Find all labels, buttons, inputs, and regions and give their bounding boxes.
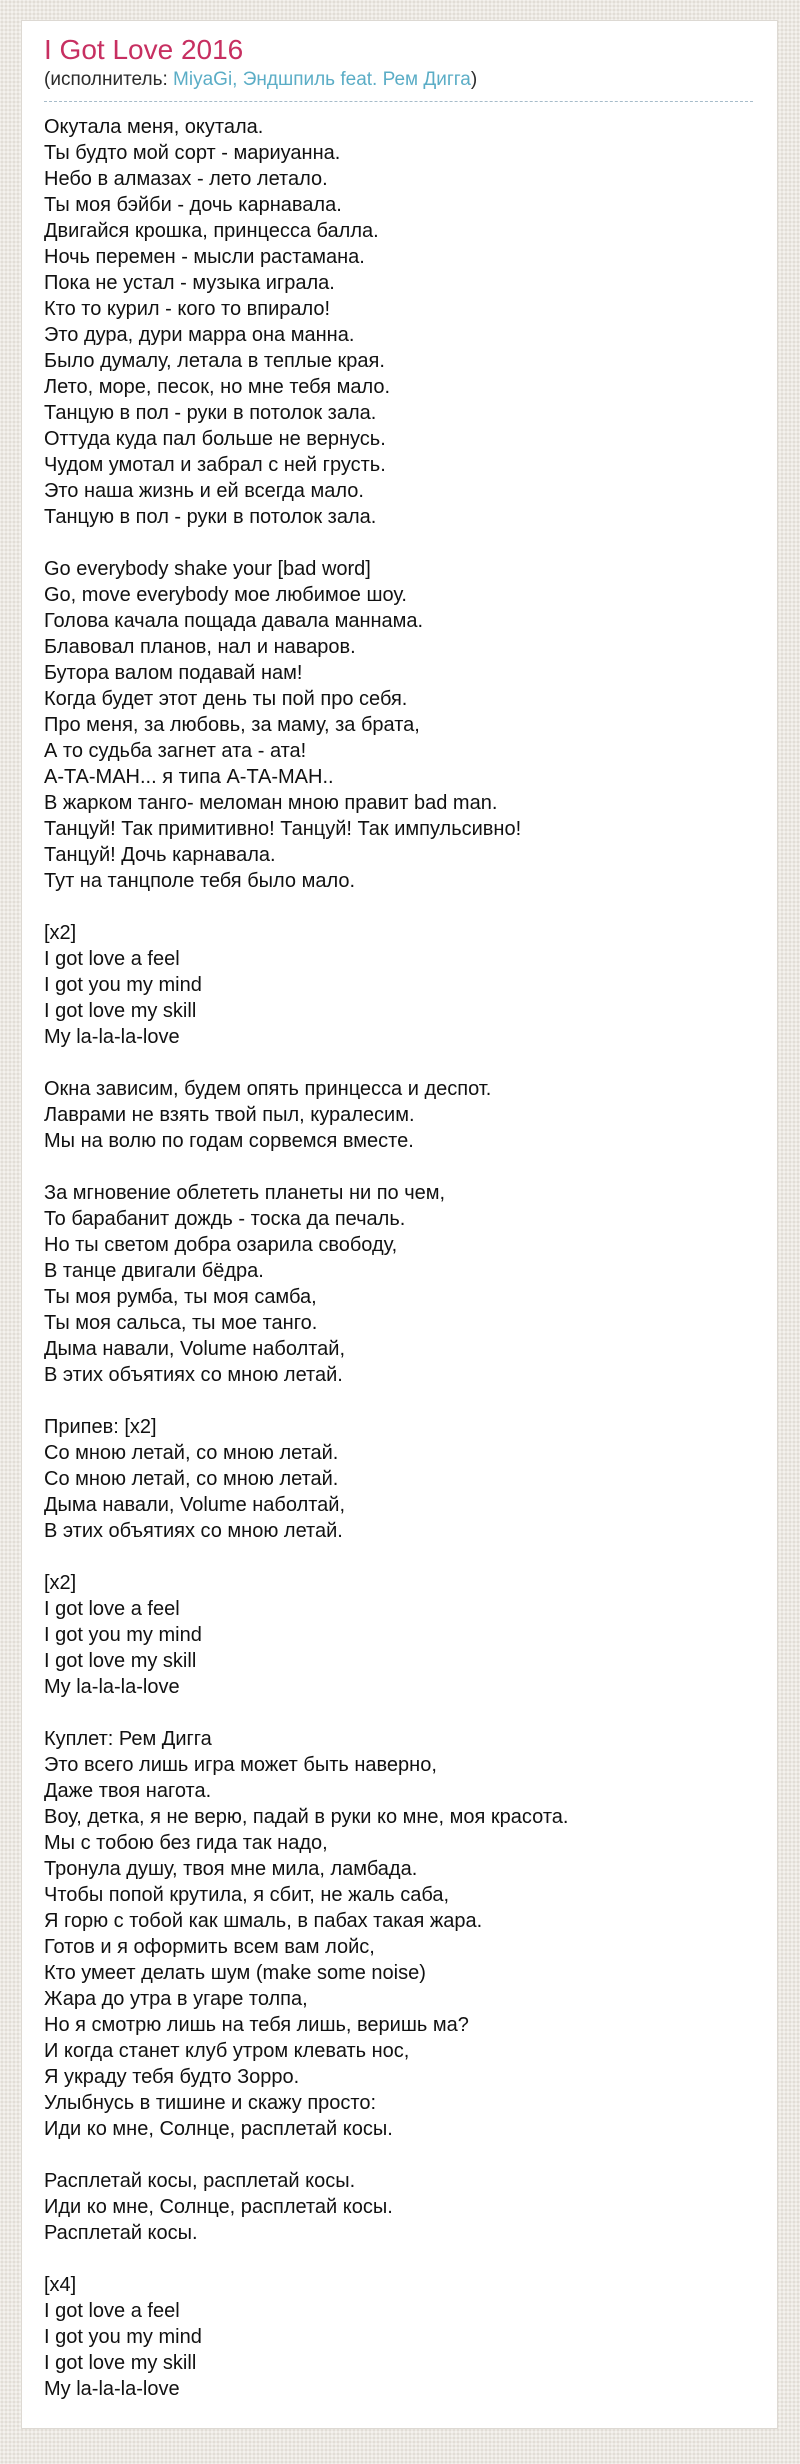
lyric-line: Танцуй! Дочь карнавала. <box>44 844 276 866</box>
lyric-line: I got love a feel <box>44 948 180 970</box>
lyric-line: I got love my skill <box>44 2352 197 2374</box>
lyric-line: Окна зависим, будем опять принцесса и деспот. <box>44 1078 492 1100</box>
lyric-line: А-ТА-МАН... я типа А-ТА-МАН.. <box>44 766 334 788</box>
stanza <box>44 556 753 894</box>
lyric-line: В этих объятиях со мною летай. <box>44 1520 343 1542</box>
lyric-line: Кто то курил - кого то впирало! <box>44 298 331 320</box>
lyric-line: Я горю с тобой как шмаль, в пабах такая жара. <box>44 1910 483 1932</box>
lyric-line: Куплет: Рем Дигга <box>44 1728 212 1750</box>
lyric-line: Танцую в пол - руки в потолок зала. <box>44 402 377 424</box>
lyric-line: I got love my skill <box>44 1650 197 1672</box>
lyrics-card <box>21 20 778 2429</box>
lyric-line: Иди ко мне, Солнце, расплетай косы. <box>44 2118 393 2140</box>
lyric-line: Оттуда куда пал больше не вернусь. <box>44 428 386 450</box>
lyric-line: Про меня, за любовь, за маму, за брата, <box>44 714 420 736</box>
lyric-line: Когда будет этот день ты пой про себя. <box>44 688 408 710</box>
lyric-line: Бутора валом подавай нам! <box>44 662 303 684</box>
lyric-line: Готов и я оформить всем вам лойс, <box>44 1936 375 1958</box>
lyric-line: [x2] <box>44 922 77 944</box>
lyric-line: Ночь перемен - мысли растамана. <box>44 246 365 268</box>
stanza <box>44 1570 753 1700</box>
lyric-line: Окутала меня, окутала. <box>44 116 264 138</box>
lyric-line: Кто умеет делать шум (make some noise) <box>44 1962 426 1984</box>
lyric-line: I got you my mind <box>44 2326 202 2348</box>
lyric-line: Тронула душу, твоя мне мила, ламбада. <box>44 1858 418 1880</box>
lyric-line: Расплетай косы, расплетай косы. <box>44 2170 356 2192</box>
lyric-line: В жарком танго- меломан мною правит bad man. <box>44 792 498 814</box>
page-title: I Got Love 2016 <box>44 34 244 65</box>
page-background <box>0 20 800 2464</box>
lyric-line: За мгновение облететь планеты ни по чем, <box>44 1182 446 1204</box>
lyric-line: Ты моя бэйби - дочь карнавала. <box>44 194 342 216</box>
lyric-line: Лаврами не взять твой пыл, куралесим. <box>44 1104 415 1126</box>
lyric-line: И когда станет клуб утром клевать нос, <box>44 2040 410 2062</box>
stanza <box>44 2168 753 2246</box>
lyric-line: Это всего лишь игра может быть наверно, <box>44 1754 437 1776</box>
lyric-line: Go everybody shake your [bad word] <box>44 558 371 580</box>
lyric-line: Припев: [x2] <box>44 1416 157 1438</box>
lyric-line: Танцую в пол - руки в потолок зала. <box>44 506 377 528</box>
lyric-line: I got love my skill <box>44 1000 197 1022</box>
lyric-line: Со мною летай, со мною летай. <box>44 1442 339 1464</box>
lyric-line: Это наша жизнь и ей всегда мало. <box>44 480 364 502</box>
lyric-line: [x2] <box>44 1572 77 1594</box>
song-header <box>44 35 753 102</box>
lyric-line: Жара до утра в угаре толпа, <box>44 1988 308 2010</box>
lyric-line: Расплетай косы. <box>44 2222 198 2244</box>
performer-label: (исполнитель: <box>44 69 174 90</box>
stanza <box>44 114 753 530</box>
lyric-line: Но ты светом добра озарила свободу, <box>44 1234 398 1256</box>
stanza <box>44 1180 753 1388</box>
lyric-line: Танцуй! Так примитивно! Танцуй! Так импульсивно! <box>44 818 522 840</box>
stanza <box>44 1076 753 1154</box>
lyric-line: Мы на волю по годам сорвемся вместе. <box>44 1130 414 1152</box>
lyric-line: Блавовал планов, нал и наваров. <box>44 636 356 658</box>
lyric-line: Иди ко мне, Солнце, расплетай косы. <box>44 2196 393 2218</box>
stanza <box>44 920 753 1050</box>
lyric-line: Пока не устал - музыка играла. <box>44 272 335 294</box>
lyric-line: Даже твоя нагота. <box>44 1780 212 1802</box>
lyric-line: My la-la-la-love <box>44 1026 180 1048</box>
lyric-line: Двигайся крошка, принцесса балла. <box>44 220 379 242</box>
lyric-line: Улыбнусь в тишине и скажу просто: <box>44 2092 377 2114</box>
lyric-line: Было думалу, летала в теплые края. <box>44 350 385 372</box>
lyric-line: Чудом умотал и забрал с ней грусть. <box>44 454 386 476</box>
lyric-line: Воу, детка, я не верю, падай в руки ко мне, моя красота. <box>44 1806 569 1828</box>
lyric-line: В танце двигали бёдра. <box>44 1260 264 1282</box>
performer-line <box>44 68 753 92</box>
lyric-line: То барабанит дождь - тоска да печаль. <box>44 1208 406 1230</box>
lyric-line: Я украду тебя будто Зорро. <box>44 2066 300 2088</box>
lyric-line: Go, move everybody мое любимое шоу. <box>44 584 407 606</box>
lyric-line: В этих объятиях со мною летай. <box>44 1364 343 1386</box>
lyric-line: Тут на танцполе тебя было мало. <box>44 870 356 892</box>
performer-close-paren: ) <box>470 69 478 90</box>
lyric-line: I got you my mind <box>44 974 202 996</box>
lyric-line: Чтобы попой крутила, я сбит, не жаль саба, <box>44 1884 450 1906</box>
lyric-line: I got you my mind <box>44 1624 202 1646</box>
artist-link[interactable]: MiyaGi, Эндшпиль feat. Рем Дигга <box>173 69 471 90</box>
lyric-line: Со мною летай, со мною летай. <box>44 1468 339 1490</box>
lyric-line: Небо в алмазах - лето летало. <box>44 168 328 190</box>
lyric-line: My la-la-la-love <box>44 1676 180 1698</box>
lyric-line: Лето, море, песок, но мне тебя мало. <box>44 376 391 398</box>
lyric-line: Но я смотрю лишь на тебя лишь, веришь ма? <box>44 2014 469 2036</box>
lyric-line: Ты моя румба, ты моя самба, <box>44 1286 317 1308</box>
lyric-line: I got love a feel <box>44 2300 180 2322</box>
lyric-line: I got love a feel <box>44 1598 180 1620</box>
stanza <box>44 1726 753 2142</box>
stanza <box>44 1414 753 1544</box>
lyric-line: Ты будто мой сорт - мариуанна. <box>44 142 341 164</box>
lyric-line: Ты моя сальса, ты мое танго. <box>44 1312 318 1334</box>
lyric-line: Дыма навали, Volume наболтай, <box>44 1494 346 1516</box>
stanza <box>44 2272 753 2402</box>
lyrics <box>44 114 753 2402</box>
lyric-line: Дыма навали, Volume наболтай, <box>44 1338 346 1360</box>
lyric-line: My la-la-la-love <box>44 2378 180 2400</box>
lyric-line: Голова качала пощада давала маннама. <box>44 610 424 632</box>
lyric-line: [x4] <box>44 2274 77 2296</box>
lyric-line: Это дура, дури марра она манна. <box>44 324 355 346</box>
lyric-line: А то судьба загнет ата - ата! <box>44 740 307 762</box>
lyric-line: Мы с тобою без гида так надо, <box>44 1832 328 1854</box>
